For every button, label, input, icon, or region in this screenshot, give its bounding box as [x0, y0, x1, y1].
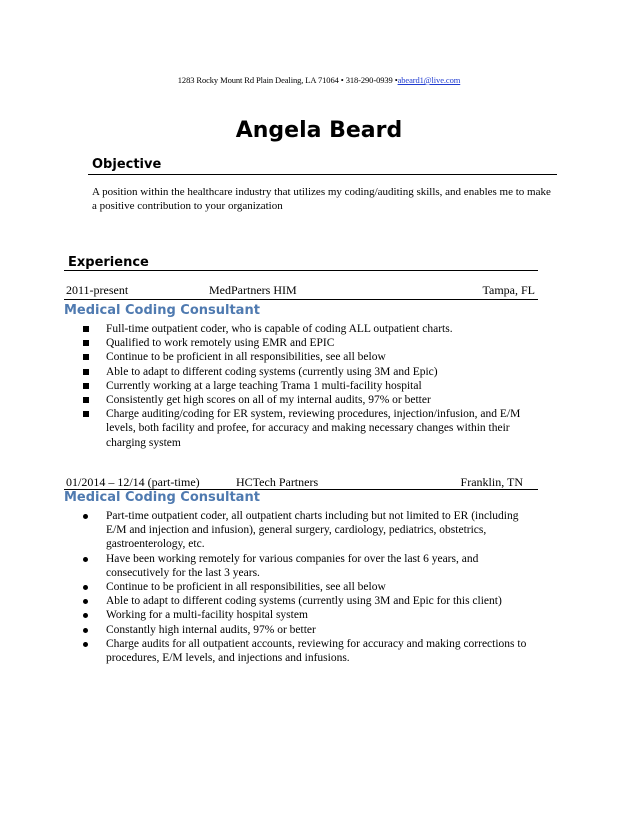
list-item: Constantly high internal audits, 97% or better	[106, 623, 536, 637]
job-title: Medical Coding Consultant	[64, 303, 260, 318]
job-dates: 01/2014 – 12/14 (part-time)	[66, 475, 200, 489]
list-item: Continue to be proficient in all responsibilities, see all below	[106, 580, 536, 594]
job-company: MedPartners HIM	[209, 283, 297, 297]
square-bullet-icon	[83, 393, 89, 407]
list-item: Charge auditing/coding for ER system, reviewing procedures, injection/infusion, and E/M levels, both facility and profee, for accuracy and making necessary changes within their charging system	[106, 407, 536, 450]
square-bullet-icon	[83, 365, 89, 379]
list-item: Charge audits for all outpatient accounts, reviewing for accuracy and making corrections to procedures, E/M levels, and injections and infusions.	[106, 637, 536, 665]
job-location: Franklin, TN	[460, 475, 523, 489]
job-location: Tampa, FL	[482, 283, 535, 297]
objective-heading: Objective	[92, 157, 162, 172]
square-bullet-icon	[83, 336, 89, 350]
round-bullet-icon	[83, 580, 88, 594]
list-item: Able to adapt to different coding systems (currently using 3M and Epic for this client)	[106, 594, 536, 608]
square-bullet-icon	[83, 407, 89, 421]
round-bullet-icon	[83, 637, 88, 651]
separator-dot: •	[394, 75, 398, 85]
list-item: Continue to be proficient in all responsibilities, see all below	[106, 350, 536, 364]
round-bullet-icon	[83, 608, 88, 622]
round-bullet-icon	[83, 509, 88, 523]
separator-dot: •	[340, 75, 344, 85]
square-bullet-icon	[83, 379, 89, 393]
contact-line	[0, 75, 638, 85]
objective-text: A position within the healthcare industry that utilizes my coding/auditing skills, and enables me to make a positive contribution to your organization	[92, 186, 551, 212]
objective-divider	[88, 174, 557, 175]
list-item: Qualified to work remotely using EMR and EPIC	[106, 336, 536, 350]
job-bullet-list	[106, 322, 536, 450]
phone: 318-290-0939	[345, 75, 393, 85]
email-link[interactable]: abeard1@live.com	[397, 75, 461, 85]
round-bullet-icon	[83, 594, 88, 608]
job-dates: 2011-present	[66, 283, 129, 297]
job-bullet-list	[106, 509, 536, 665]
square-bullet-icon	[83, 350, 89, 364]
square-bullet-icon	[83, 322, 89, 336]
list-item: Part-time outpatient coder, all outpatient charts including but not limited to ER (including E/M and injection and infusion), general surgery, cardiology, pediatrics, obstetrics, gastroenterology, etc.	[106, 509, 536, 552]
list-item: Consistently get high scores on all of my internal audits, 97% or better	[106, 393, 536, 407]
address: 1283 Rocky Mount Rd Plain Dealing, LA 71064	[177, 75, 339, 85]
page-title: Angela Beard	[235, 118, 403, 143]
list-item: Currently working at a large teaching Trama 1 multi-facility hospital	[106, 379, 536, 393]
job-title: Medical Coding Consultant	[64, 490, 260, 505]
experience-divider	[64, 270, 538, 271]
job-company: HCTech Partners	[236, 475, 319, 489]
round-bullet-icon	[83, 552, 88, 566]
list-item: Full-time outpatient coder, who is capable of coding ALL outpatient charts.	[106, 322, 536, 336]
job-divider	[64, 299, 538, 300]
list-item: Able to adapt to different coding systems (currently using 3M and Epic)	[106, 365, 536, 379]
round-bullet-icon	[83, 623, 88, 637]
list-item: Have been working remotely for various companies for over the last 6 years, and consecutively for the last 3 years.	[106, 552, 536, 580]
list-item: Working for a multi-facility hospital system	[106, 608, 536, 622]
experience-heading: Experience	[68, 255, 149, 270]
